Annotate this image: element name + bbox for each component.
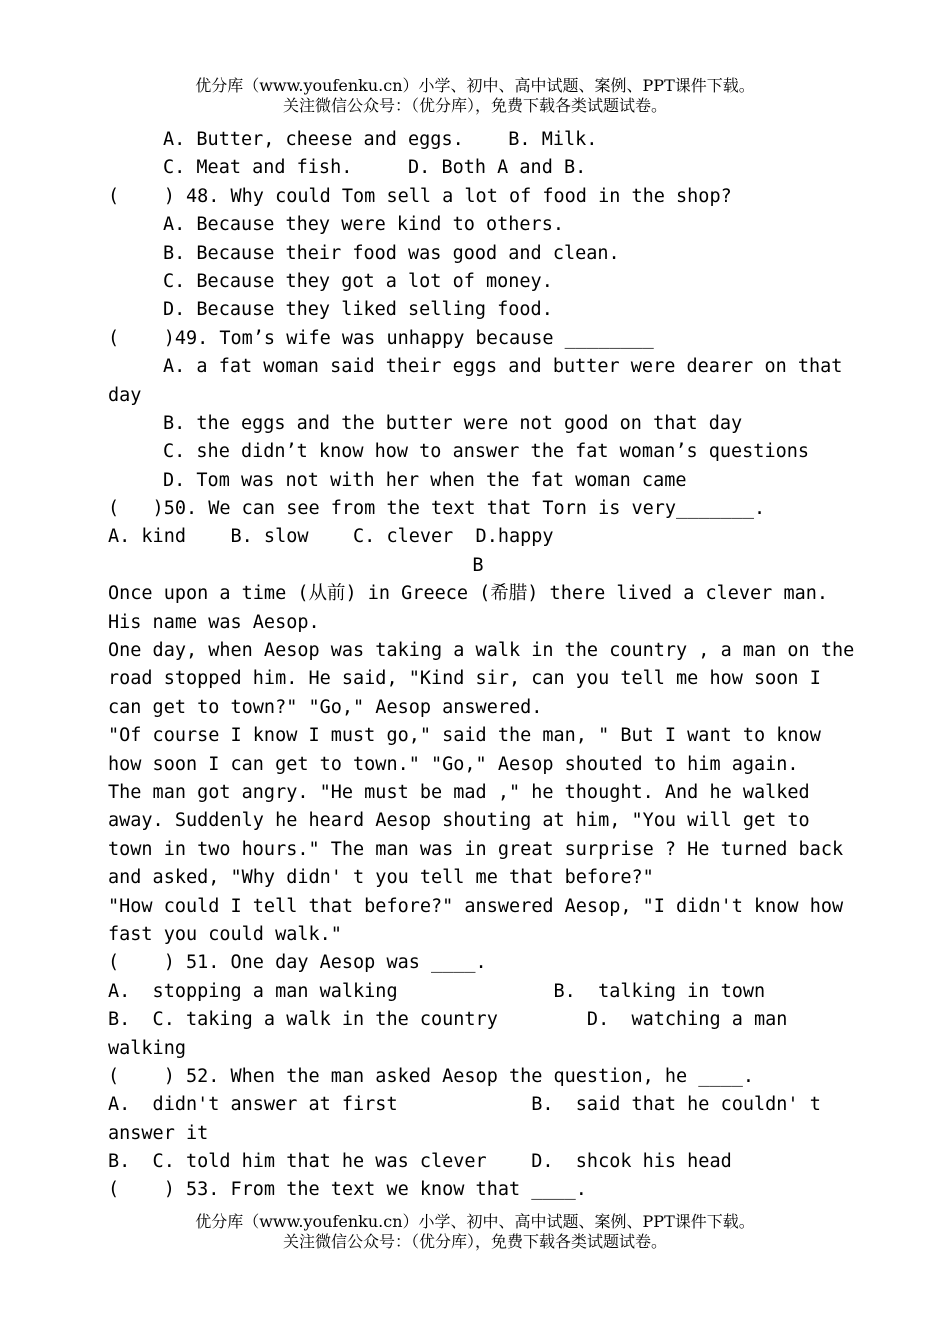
option-line: A. stopping a man walking B. talking in town <box>108 980 766 1002</box>
option-line: A. a fat woman said their eggs and butter were dearer on that <box>163 356 843 378</box>
question-49: ( )49. Tom’s wife was unhappy because ________ <box>108 327 654 349</box>
option-line: B. C. taking a walk in the country D. watching a man <box>108 1009 788 1031</box>
passage-line: and asked, "Why didn' t you tell me that before?" <box>108 867 654 889</box>
option-line: C. she didn’t know how to answer the fat woman’s questions <box>163 441 810 463</box>
option-line: B. Because their food was good and clean. <box>163 242 620 264</box>
passage-line: away. Suddenly he heard Aesop shouting at him, "You will get to <box>108 810 810 832</box>
header-line-1: 优分库（www.youfenku.cn）小学、初中、高中试题、案例、PPT课件下载。 <box>195 76 755 95</box>
footer-line-2: 关注微信公众号：（优分库），免费下载各类试题试卷。 <box>282 1232 667 1251</box>
option-line: C. Because they got a lot of money. <box>163 270 553 292</box>
option-line-wrap: answer it <box>108 1122 209 1144</box>
document-body <box>108 126 855 1205</box>
passage-line: The man got angry. "He must be mad ," he thought. And he walked <box>108 781 810 803</box>
passage-line: His name was Aesop. <box>108 611 320 633</box>
passage-line: how soon I can get to town." "Go," Aesop shouted to him again. <box>108 753 799 775</box>
option-line: D. Because they liked selling food. <box>163 299 553 321</box>
question-50: ( )50. We can see from the text that Torn is very_______. <box>108 498 766 520</box>
header-line-2: 关注微信公众号：（优分库），免费下载各类试题试卷。 <box>282 96 667 115</box>
passage-line: fast you could walk." <box>108 923 342 945</box>
section-heading-b: B <box>472 554 484 576</box>
option-line: A. didn't answer at first B. said that he couldn' t <box>108 1094 821 1116</box>
passage-line: "Of course I know I must go," said the man, " But I want to know <box>108 725 821 747</box>
passage-line: "How could I tell that before?" answered Aesop, "I didn't know how <box>108 895 844 917</box>
question-48: ( ) 48. Why could Tom sell a lot of food in the shop? <box>108 185 732 207</box>
option-line: B. C. told him that he was clever D. shcok his head <box>108 1151 732 1173</box>
option-line: A. kind B. slow C. clever D.happy <box>108 526 554 548</box>
option-line: A. Butter, cheese and eggs. B. Milk. <box>163 129 598 150</box>
option-line-wrap: walking <box>108 1037 186 1059</box>
option-line: B. the eggs and the butter were not good on that day <box>163 412 743 434</box>
option-line: C. Meat and fish. D. Both A and B. <box>163 157 587 179</box>
option-line: D. Tom was not with her when the fat woman came <box>163 469 687 491</box>
question-53: ( ) 53. From the text we know that ____. <box>108 1179 587 1201</box>
question-52: ( ) 52. When the man asked Aesop the question, he ____. <box>108 1065 755 1087</box>
passage-line: town in two hours." The man was in great surprise ? He turned back <box>108 838 844 860</box>
passage-line: road stopped him. He said, "Kind sir, can you tell me how soon I <box>108 668 821 690</box>
option-line: A. Because they were kind to others. <box>163 214 564 236</box>
question-51: ( ) 51. One day Aesop was ____. <box>108 952 487 974</box>
option-line-wrap: day <box>108 384 142 406</box>
passage-line: One day, when Aesop was taking a walk in the country , a man on the <box>108 640 855 662</box>
footer-line-1: 优分库（www.youfenku.cn）小学、初中、高中试题、案例、PPT课件下载。 <box>195 1212 755 1231</box>
passage-line: Once upon a time (从前) in Greece (希腊) there lived a clever man. <box>108 583 829 605</box>
passage-line: can get to town?" "Go," Aesop answered. <box>108 696 543 718</box>
